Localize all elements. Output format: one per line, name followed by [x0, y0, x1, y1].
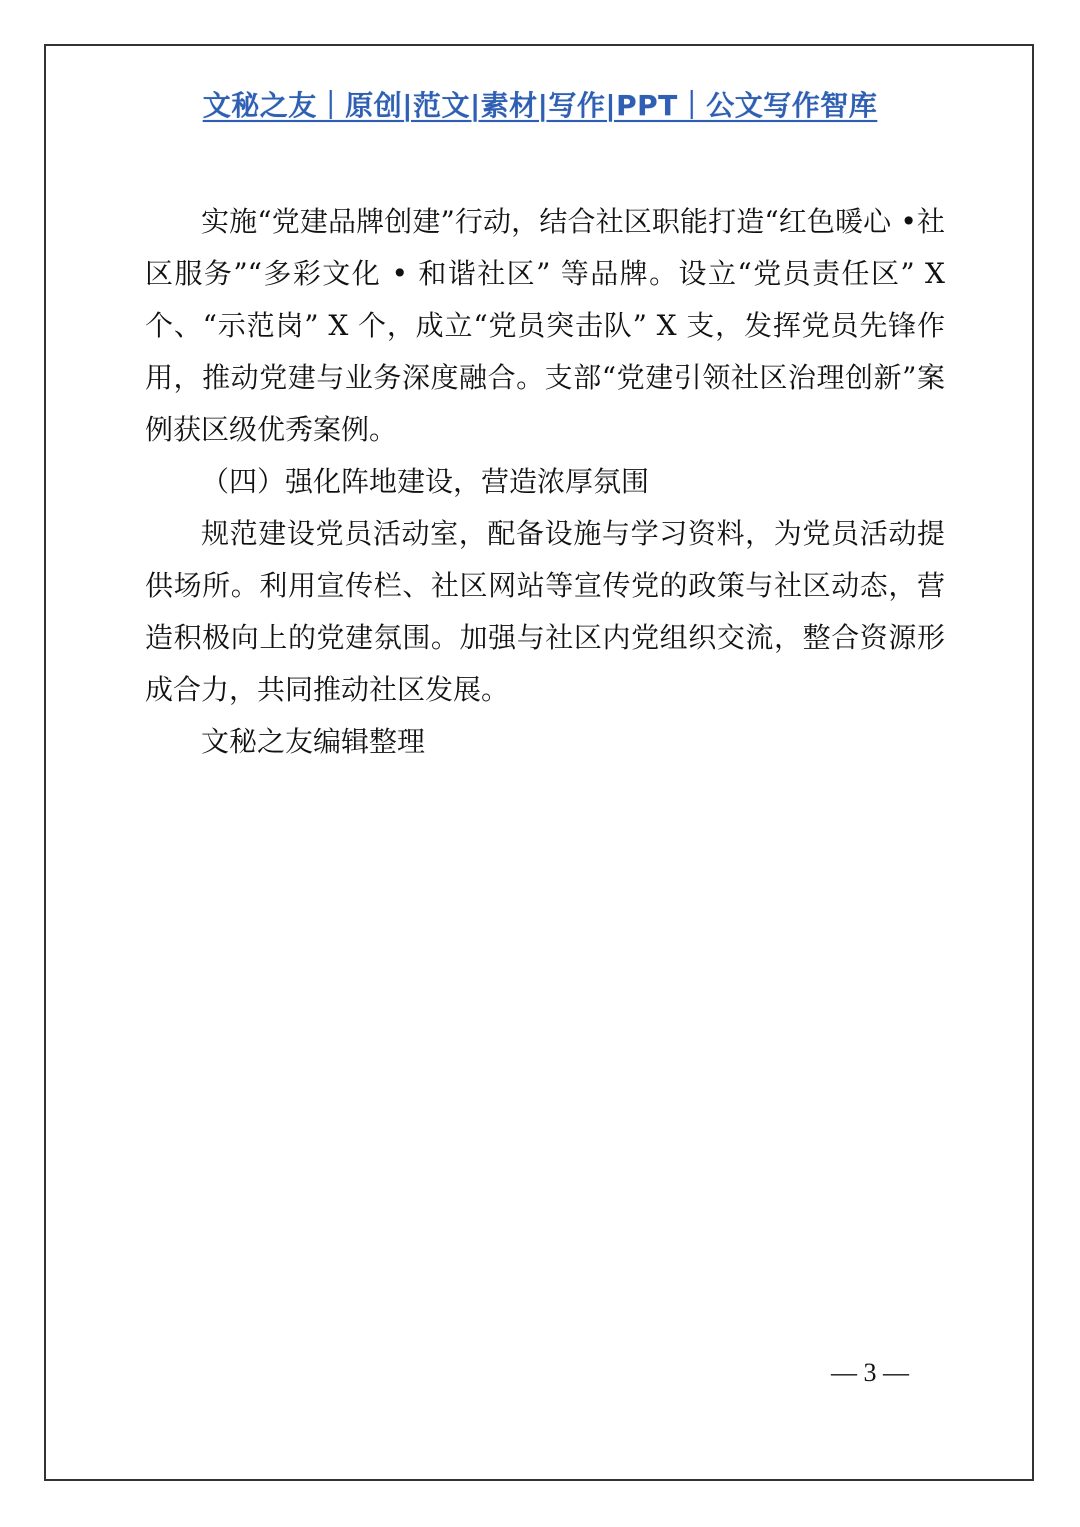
paragraph-position-building: 规范建设党员活动室，配备设施与学习资料，为党员活动提供场所。利用宣传栏、社区网站等宣传党的政策与社区动态，营造积极向上的党建氛围。加强与社区内党组织交流，整合资源形成合力，共同推动社区发展。 [145, 517, 945, 706]
section-heading: （四）强化阵地建设，营造浓厚氛围 [201, 465, 650, 498]
paragraph-brand-building: 实施“党建品牌创建”行动，结合社区职能打造“红色暖心 •社区服务”“多彩文化 • 和谐社区” 等品牌。设立“党员责任区” X 个、“示范岗” X 个，成立“党员突击队” X 支，发挥党员先锋作用，推动党建与业务深度融合。支部“党建引领社区治理创新”案例获区级优秀案例。 [145, 205, 945, 446]
header-title: 文秘之友｜原创|范文|素材|写作|PPT｜公文写作智库 [202, 89, 878, 122]
editor-credit: 文秘之友编辑整理 [201, 725, 426, 758]
document-body [145, 196, 945, 768]
page-number: — 3 — [831, 1358, 909, 1387]
